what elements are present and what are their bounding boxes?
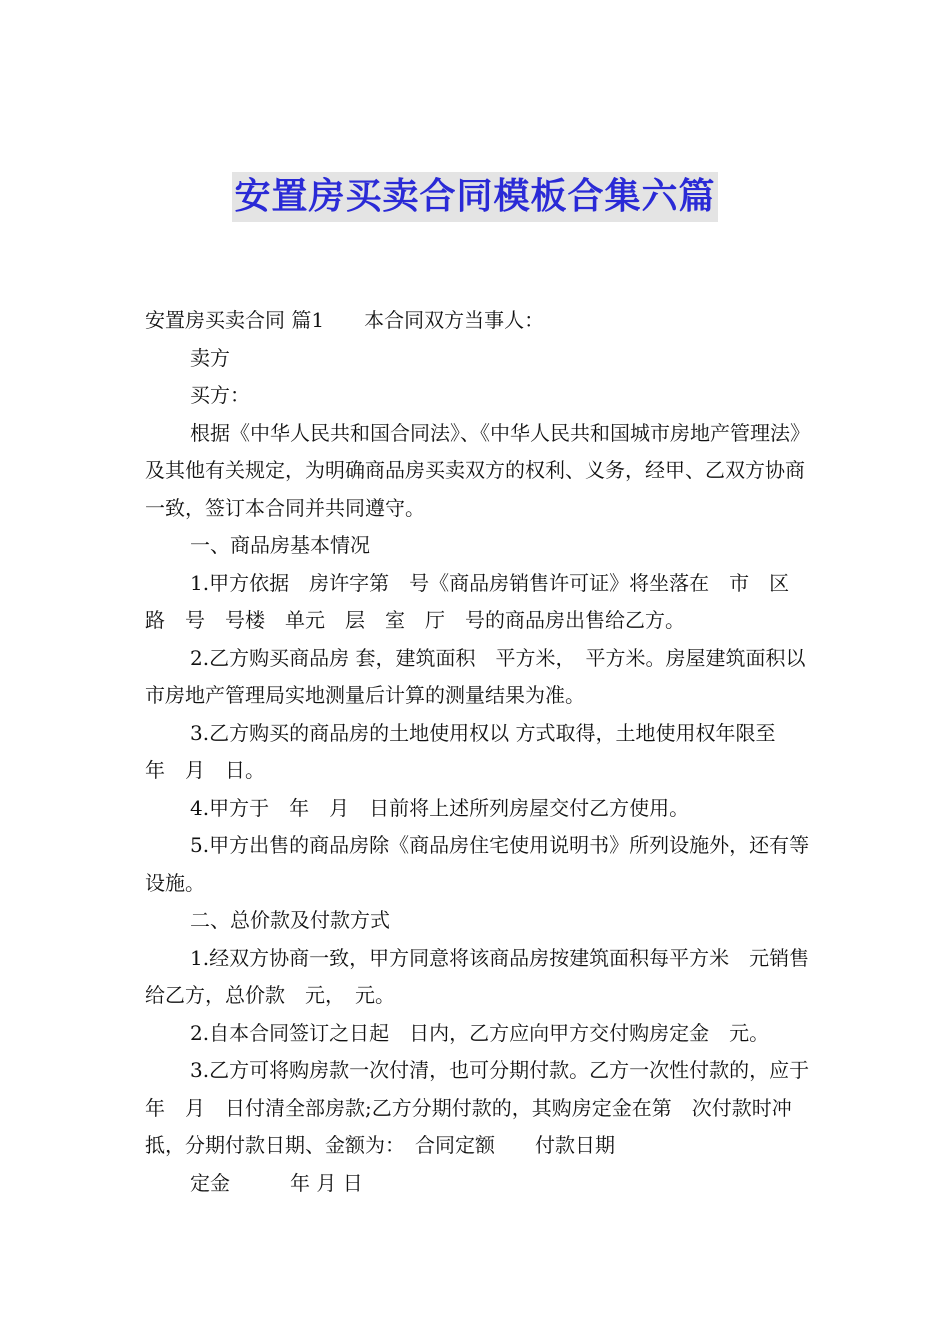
paragraph-legal-basis: 根据《中华人民共和国合同法》、《中华人民共和国城市房地产管理法》及其他有关规定，为明确商品房买卖双方的权利、义务，经甲、乙双方协商一致，签订本合同并共同遵守。 xyxy=(145,420,810,520)
document-body xyxy=(145,302,830,1202)
document-title: 安置房买卖合同模板合集六篇 xyxy=(232,172,717,222)
section-heading-line: 安置房买卖合同 篇1 本合同双方当事人： xyxy=(145,308,545,332)
clause-2-3: 3.乙方可将购房款一次付清，也可分期付款。乙方一次性付款的，应于 年 月 日付清全部房款;乙方分期付款的，其购房定金在第 次付款时冲抵，分期付款日期、金额为： 合同定额 付款日期 xyxy=(145,1058,830,1157)
section-1-heading: 一、商品房基本情况 xyxy=(190,533,370,557)
section-2-heading: 二、总价款及付款方式 xyxy=(190,908,390,932)
clause-1-2: 2.乙方购买商品房 套，建筑面积 平方米， 平方米。房屋建筑面积以 市房地产管理局实地测量后计算的测量结果为准。 xyxy=(145,645,812,707)
clause-1-3: 3.乙方购买的商品房的土地使用权以 方式取得，土地使用权年限至 年 月 日。 xyxy=(145,720,796,782)
clause-2-1: 1.经双方协商一致，甲方同意将该商品房按建筑面积每平方米 元销售给乙方，总价款 元， 元。 xyxy=(145,945,810,1007)
clause-1-1: 1.甲方依据 房许字第 号《商品房销售许可证》将坐落在 市 区 路 号 号楼 单元 层 室 厅 号的商品房出售给乙方。 xyxy=(145,570,810,632)
clause-1-5: 5.甲方出售的商品房除《商品房住宅使用说明书》所列设施外，还有等设施。 xyxy=(145,833,810,895)
paragraph-seller: 卖方 xyxy=(190,345,230,370)
clause-1-4: 4.甲方于 年 月 日前将上述所列房屋交付乙方使用。 xyxy=(190,795,690,820)
paragraph-buyer: 买方： xyxy=(190,383,250,407)
deposit-line: 定金 年 月 日 xyxy=(190,1170,363,1195)
clause-2-2: 2.自本合同签订之日起 日内，乙方应向甲方交付购房定金 元。 xyxy=(190,1020,770,1045)
title-container xyxy=(0,172,950,222)
